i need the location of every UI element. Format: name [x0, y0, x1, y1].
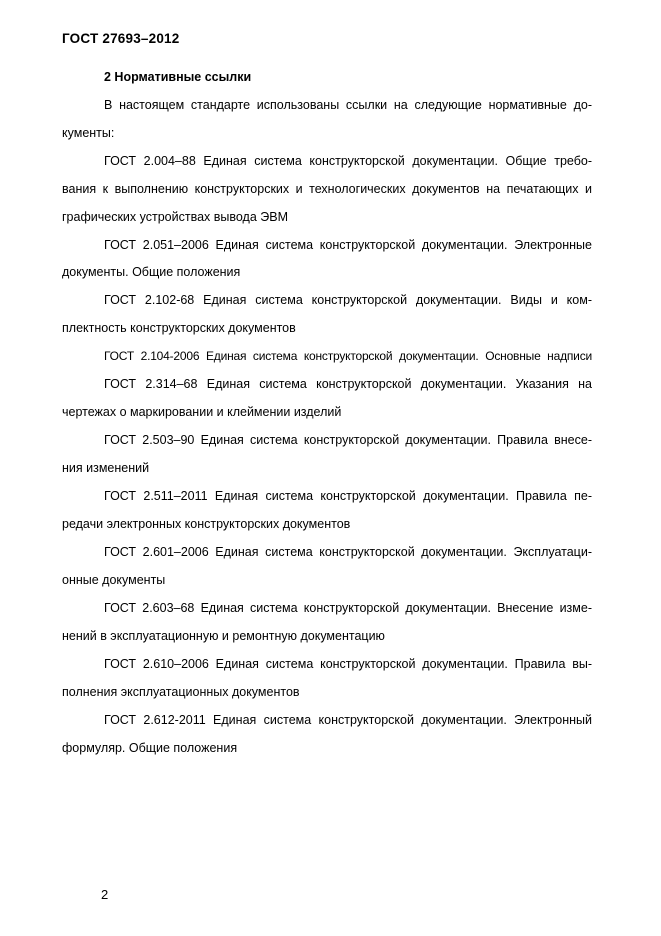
reference-line: ГОСТ 2.612-2011 Единая система конструкторской документации. Электронный [104, 713, 592, 727]
reference-line: графических устройствах вывода ЭВМ [62, 210, 288, 224]
reference-line: вания к выполнению конструкторских и технологических документов на печатающих и [62, 182, 592, 196]
reference-line: ГОСТ 2.610–2006 Единая система конструкторской документации. Правила вы- [104, 657, 592, 671]
intro-line-1: В настоящем стандарте использованы ссылки на следующие нормативные до- [104, 98, 592, 112]
reference-line: полнения эксплуатационных документов [62, 685, 300, 699]
reference-line: документы. Общие положения [62, 265, 241, 279]
reference-line: ГОСТ 2.104-2006 Единая система конструкторской документации. Основные надписи [104, 349, 592, 363]
reference-line: ГОСТ 2.051–2006 Единая система конструкторской документации. Электронные [104, 238, 592, 252]
reference-line: ГОСТ 2.603–68 Единая система конструкторской документации. Внесение изме- [104, 601, 592, 615]
intro-line-2: кументы: [62, 126, 115, 140]
reference-line: плектность конструкторских документов [62, 321, 296, 335]
reference-line: ния изменений [62, 461, 150, 475]
page-number: 2 [101, 887, 109, 902]
reference-line: ГОСТ 2.503–90 Единая система конструкторской документации. Правила внесе- [104, 433, 592, 447]
reference-line: ГОСТ 2.004–88 Единая система конструкторской документации. Общие требо- [104, 154, 592, 168]
document-header: ГОСТ 27693–2012 [62, 31, 180, 46]
section-title: 2 Нормативные ссылки [104, 70, 252, 84]
reference-line: формуляр. Общие положения [62, 741, 238, 755]
reference-line: ГОСТ 2.601–2006 Единая система конструкторской документации. Эксплуатаци- [104, 545, 592, 559]
reference-line: нений в эксплуатационную и ремонтную документацию [62, 629, 385, 643]
reference-line: ГОСТ 2.511–2011 Единая система конструкторской документации. Правила пе- [104, 489, 592, 503]
reference-line: чертежах о маркировании и клеймении изделий [62, 405, 342, 419]
reference-line: редачи электронных конструкторских документов [62, 517, 351, 531]
reference-line: ГОСТ 2.314–68 Единая система конструкторской документации. Указания на [104, 377, 592, 391]
reference-line: онные документы [62, 573, 166, 587]
reference-line: ГОСТ 2.102-68 Единая система конструкторской документации. Виды и ком- [104, 293, 592, 307]
